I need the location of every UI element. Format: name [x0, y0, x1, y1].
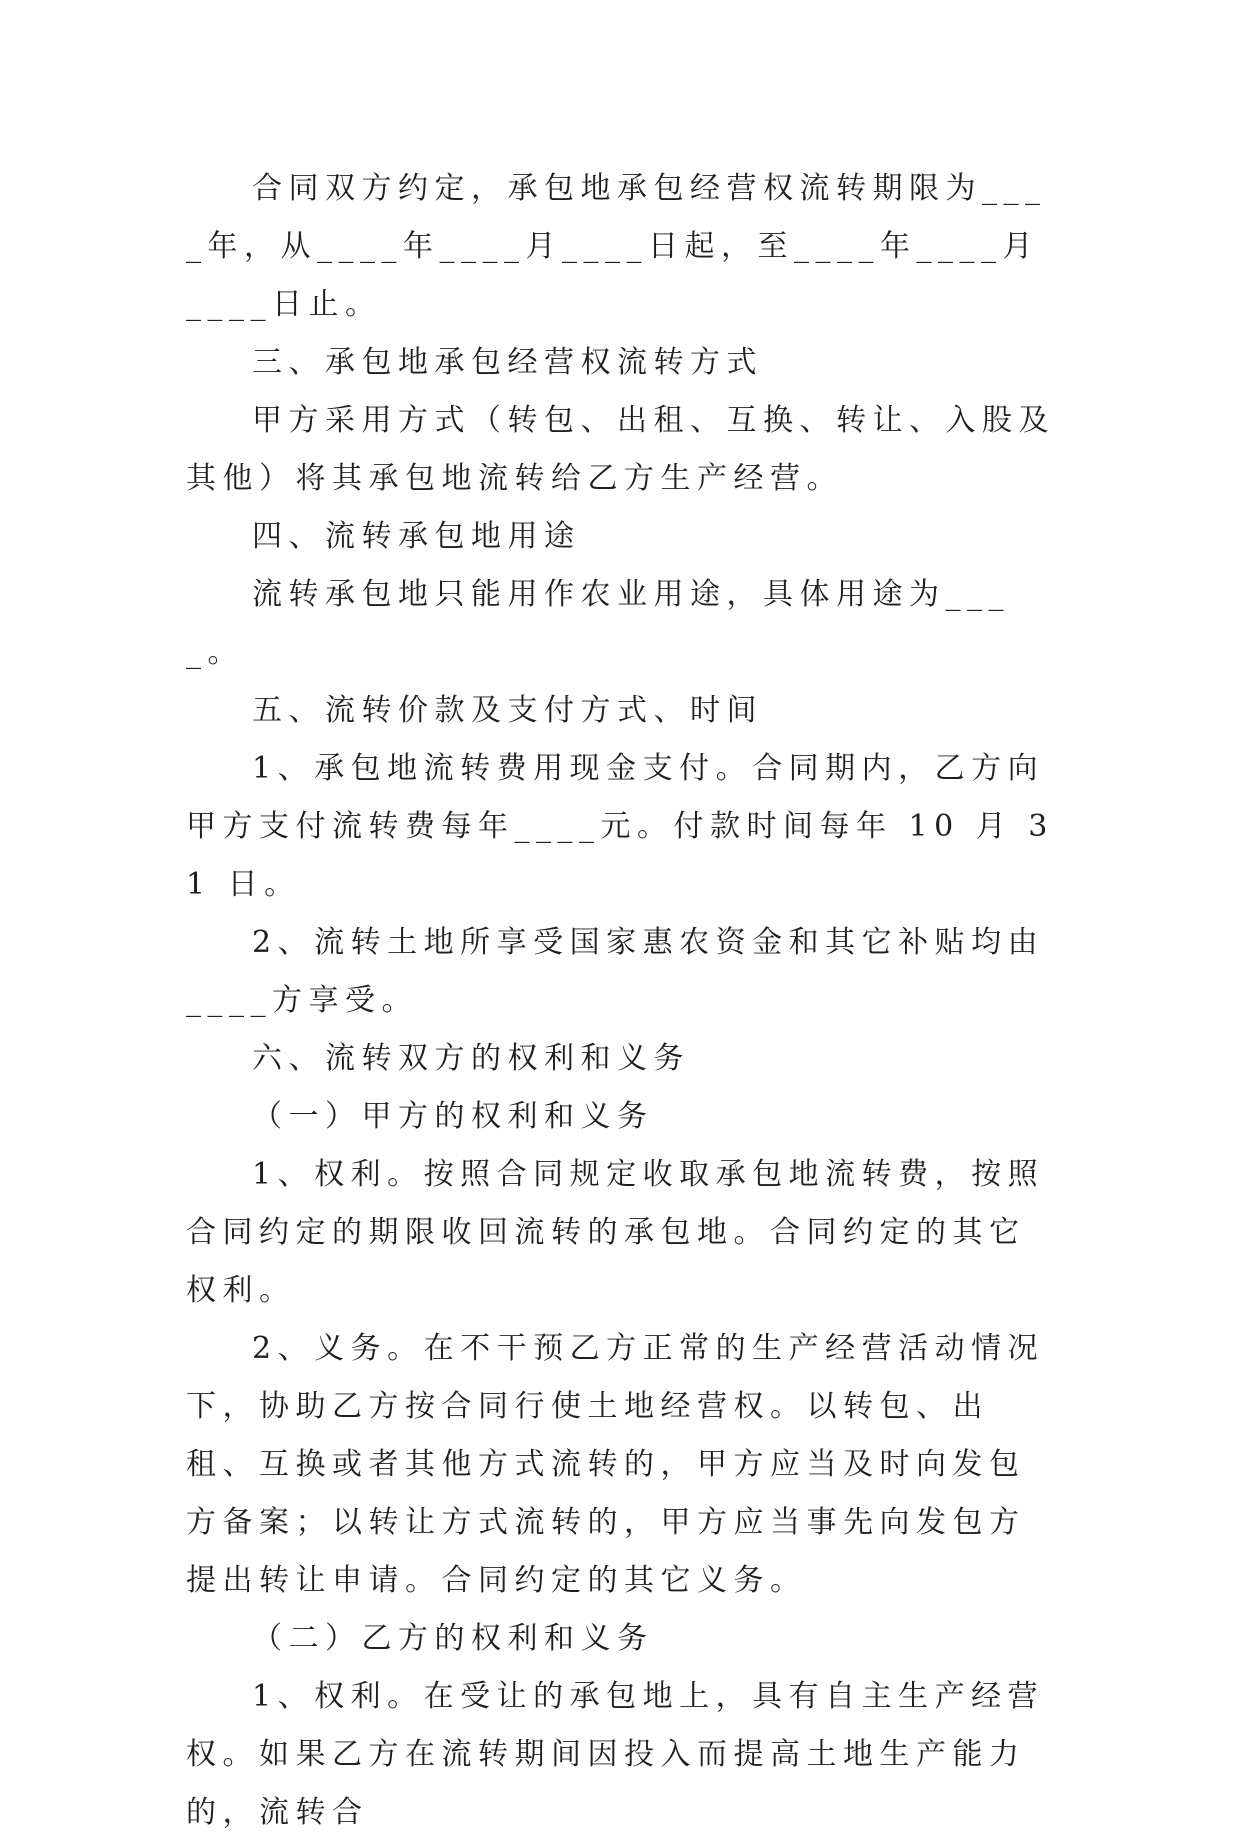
paragraph-payment-1: 1、承包地流转费用现金支付。合同期内，乙方向甲方支付流转费每年____元。付款时间每年 10 月 31 日。	[186, 751, 1054, 902]
paragraph-party-a-rights: 1、权利。按照合同规定收取承包地流转费，按照合同约定的期限收回流转的承包地。合同约定的其它权利。	[186, 1157, 1045, 1308]
heading-transfer-method: 三、承包地承包经营权流转方式	[252, 345, 763, 380]
heading-payment: 五、流转价款及支付方式、时间	[252, 693, 763, 728]
paragraph-transfer-method: 甲方采用方式（转包、出租、互换、转让、入股及其他）将其承包地流转给乙方生产经营。	[186, 403, 1055, 496]
paragraph-party-b-rights: 1、权利。在受让的承包地上，具有自主生产经营权。如果乙方在流转期间因投入而提高土地生产能力的，流转合	[186, 1679, 1045, 1830]
paragraph-land-use: 流转承包地只能用作农业用途，具体用途为____。	[186, 577, 1010, 670]
contract-body	[186, 160, 1056, 1842]
paragraph-term-period: 合同双方约定，承包地承包经营权流转期限为____年，从____年____月____日起，至____年____月____日止。	[186, 171, 1047, 322]
paragraph-party-a-obligations: 2、义务。在不干预乙方正常的生产经营活动情况下，协助乙方按合同行使土地经营权。以转包、出租、互换或者其他方式流转的，甲方应当及时向发包方备案；以转让方式流转的，甲方应当事先向发包方提出转让申请。合同约定的其它义务。	[186, 1331, 1045, 1598]
subheading-party-b: （二）乙方的权利和义务	[252, 1621, 654, 1656]
paragraph-payment-2: 2、流转土地所享受国家惠农资金和其它补贴均由____方享受。	[186, 925, 1045, 1018]
subheading-party-a: （一）甲方的权利和义务	[252, 1099, 654, 1134]
heading-land-use: 四、流转承包地用途	[252, 519, 581, 554]
heading-rights-obligations: 六、流转双方的权利和义务	[252, 1041, 690, 1076]
